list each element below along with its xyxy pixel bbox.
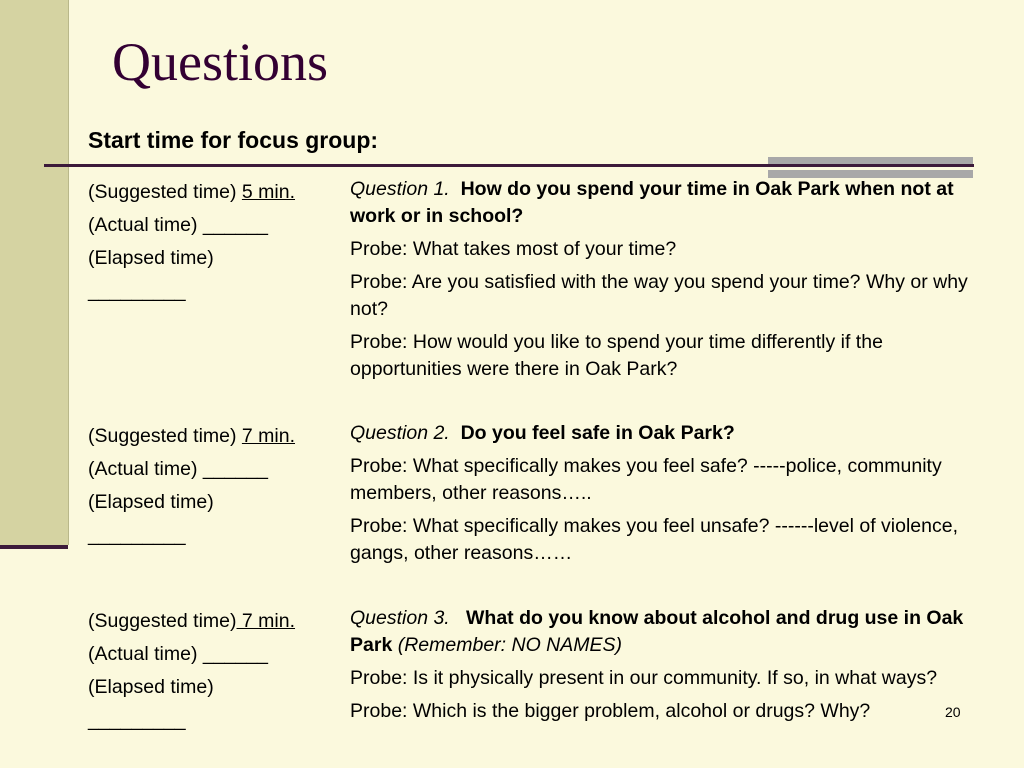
probe: Probe: What takes most of your time? bbox=[350, 238, 677, 260]
probe: Probe: What specifically makes you feel unsafe? ------level of violence, gangs, other reasons…… bbox=[350, 515, 959, 564]
blank-line: _________ bbox=[88, 524, 186, 546]
question-heading bbox=[350, 420, 995, 447]
side-band bbox=[0, 0, 69, 545]
question-text: Do you feel safe in Oak Park? bbox=[460, 422, 735, 444]
slide-title: Questions bbox=[112, 32, 328, 92]
question-text: How do you spend your time in Oak Park when not at work or in school? bbox=[350, 178, 954, 227]
side-rule bbox=[0, 545, 68, 549]
slide-subtitle: Start time for focus group: bbox=[88, 127, 379, 153]
time-column bbox=[88, 176, 338, 308]
suggested-time-label: (Suggested time) bbox=[88, 181, 242, 203]
probe: Probe: How would you like to spend your time differently if the opportunities were there in Oak Park? bbox=[350, 331, 883, 380]
question-label: Question 2. bbox=[350, 422, 450, 444]
suggested-time-value: 5 min. bbox=[241, 181, 296, 203]
suggested-time-value: 7 min. bbox=[241, 425, 296, 447]
suggested-time-value: 7 min. bbox=[236, 610, 296, 632]
probe: Probe: Is it physically present in our community. If so, in what ways? bbox=[350, 667, 938, 689]
question-note: (Remember: NO NAMES) bbox=[397, 634, 622, 656]
question-heading bbox=[350, 605, 995, 659]
suggested-time bbox=[88, 605, 338, 638]
elapsed-time: (Elapsed time) bbox=[88, 247, 214, 269]
actual-time: (Actual time) ______ bbox=[88, 643, 268, 665]
question-column bbox=[350, 176, 995, 389]
question-heading bbox=[350, 176, 995, 230]
grey-accent-rule bbox=[768, 157, 973, 178]
time-column bbox=[88, 605, 338, 737]
elapsed-time: (Elapsed time) bbox=[88, 491, 214, 513]
actual-time: (Actual time) ______ bbox=[88, 214, 268, 236]
actual-time: (Actual time) ______ bbox=[88, 458, 268, 480]
blank-line: _________ bbox=[88, 709, 186, 731]
question-label: Question 1. bbox=[350, 178, 450, 200]
blank-line: _________ bbox=[88, 280, 186, 302]
time-column bbox=[88, 420, 338, 552]
question-column bbox=[350, 605, 995, 731]
suggested-time bbox=[88, 420, 338, 453]
probe: Probe: Are you satisfied with the way you spend your time? Why or why not? bbox=[350, 271, 968, 320]
probe: Probe: Which is the bigger problem, alcohol or drugs? Why? bbox=[350, 700, 871, 722]
question-text: What do you know about alcohol and drug use in Oak Park bbox=[350, 607, 964, 656]
suggested-time bbox=[88, 176, 338, 209]
suggested-time-label: (Suggested time) bbox=[88, 610, 237, 632]
probe: Probe: What specifically makes you feel safe? -----police, community members, other reasons….. bbox=[350, 455, 942, 504]
header-rule bbox=[44, 164, 974, 167]
page-number: 20 bbox=[945, 704, 961, 720]
suggested-time-label: (Suggested time) bbox=[88, 425, 242, 447]
question-column bbox=[350, 420, 995, 573]
elapsed-time: (Elapsed time) bbox=[88, 676, 214, 698]
question-label: Question 3. bbox=[350, 607, 450, 629]
